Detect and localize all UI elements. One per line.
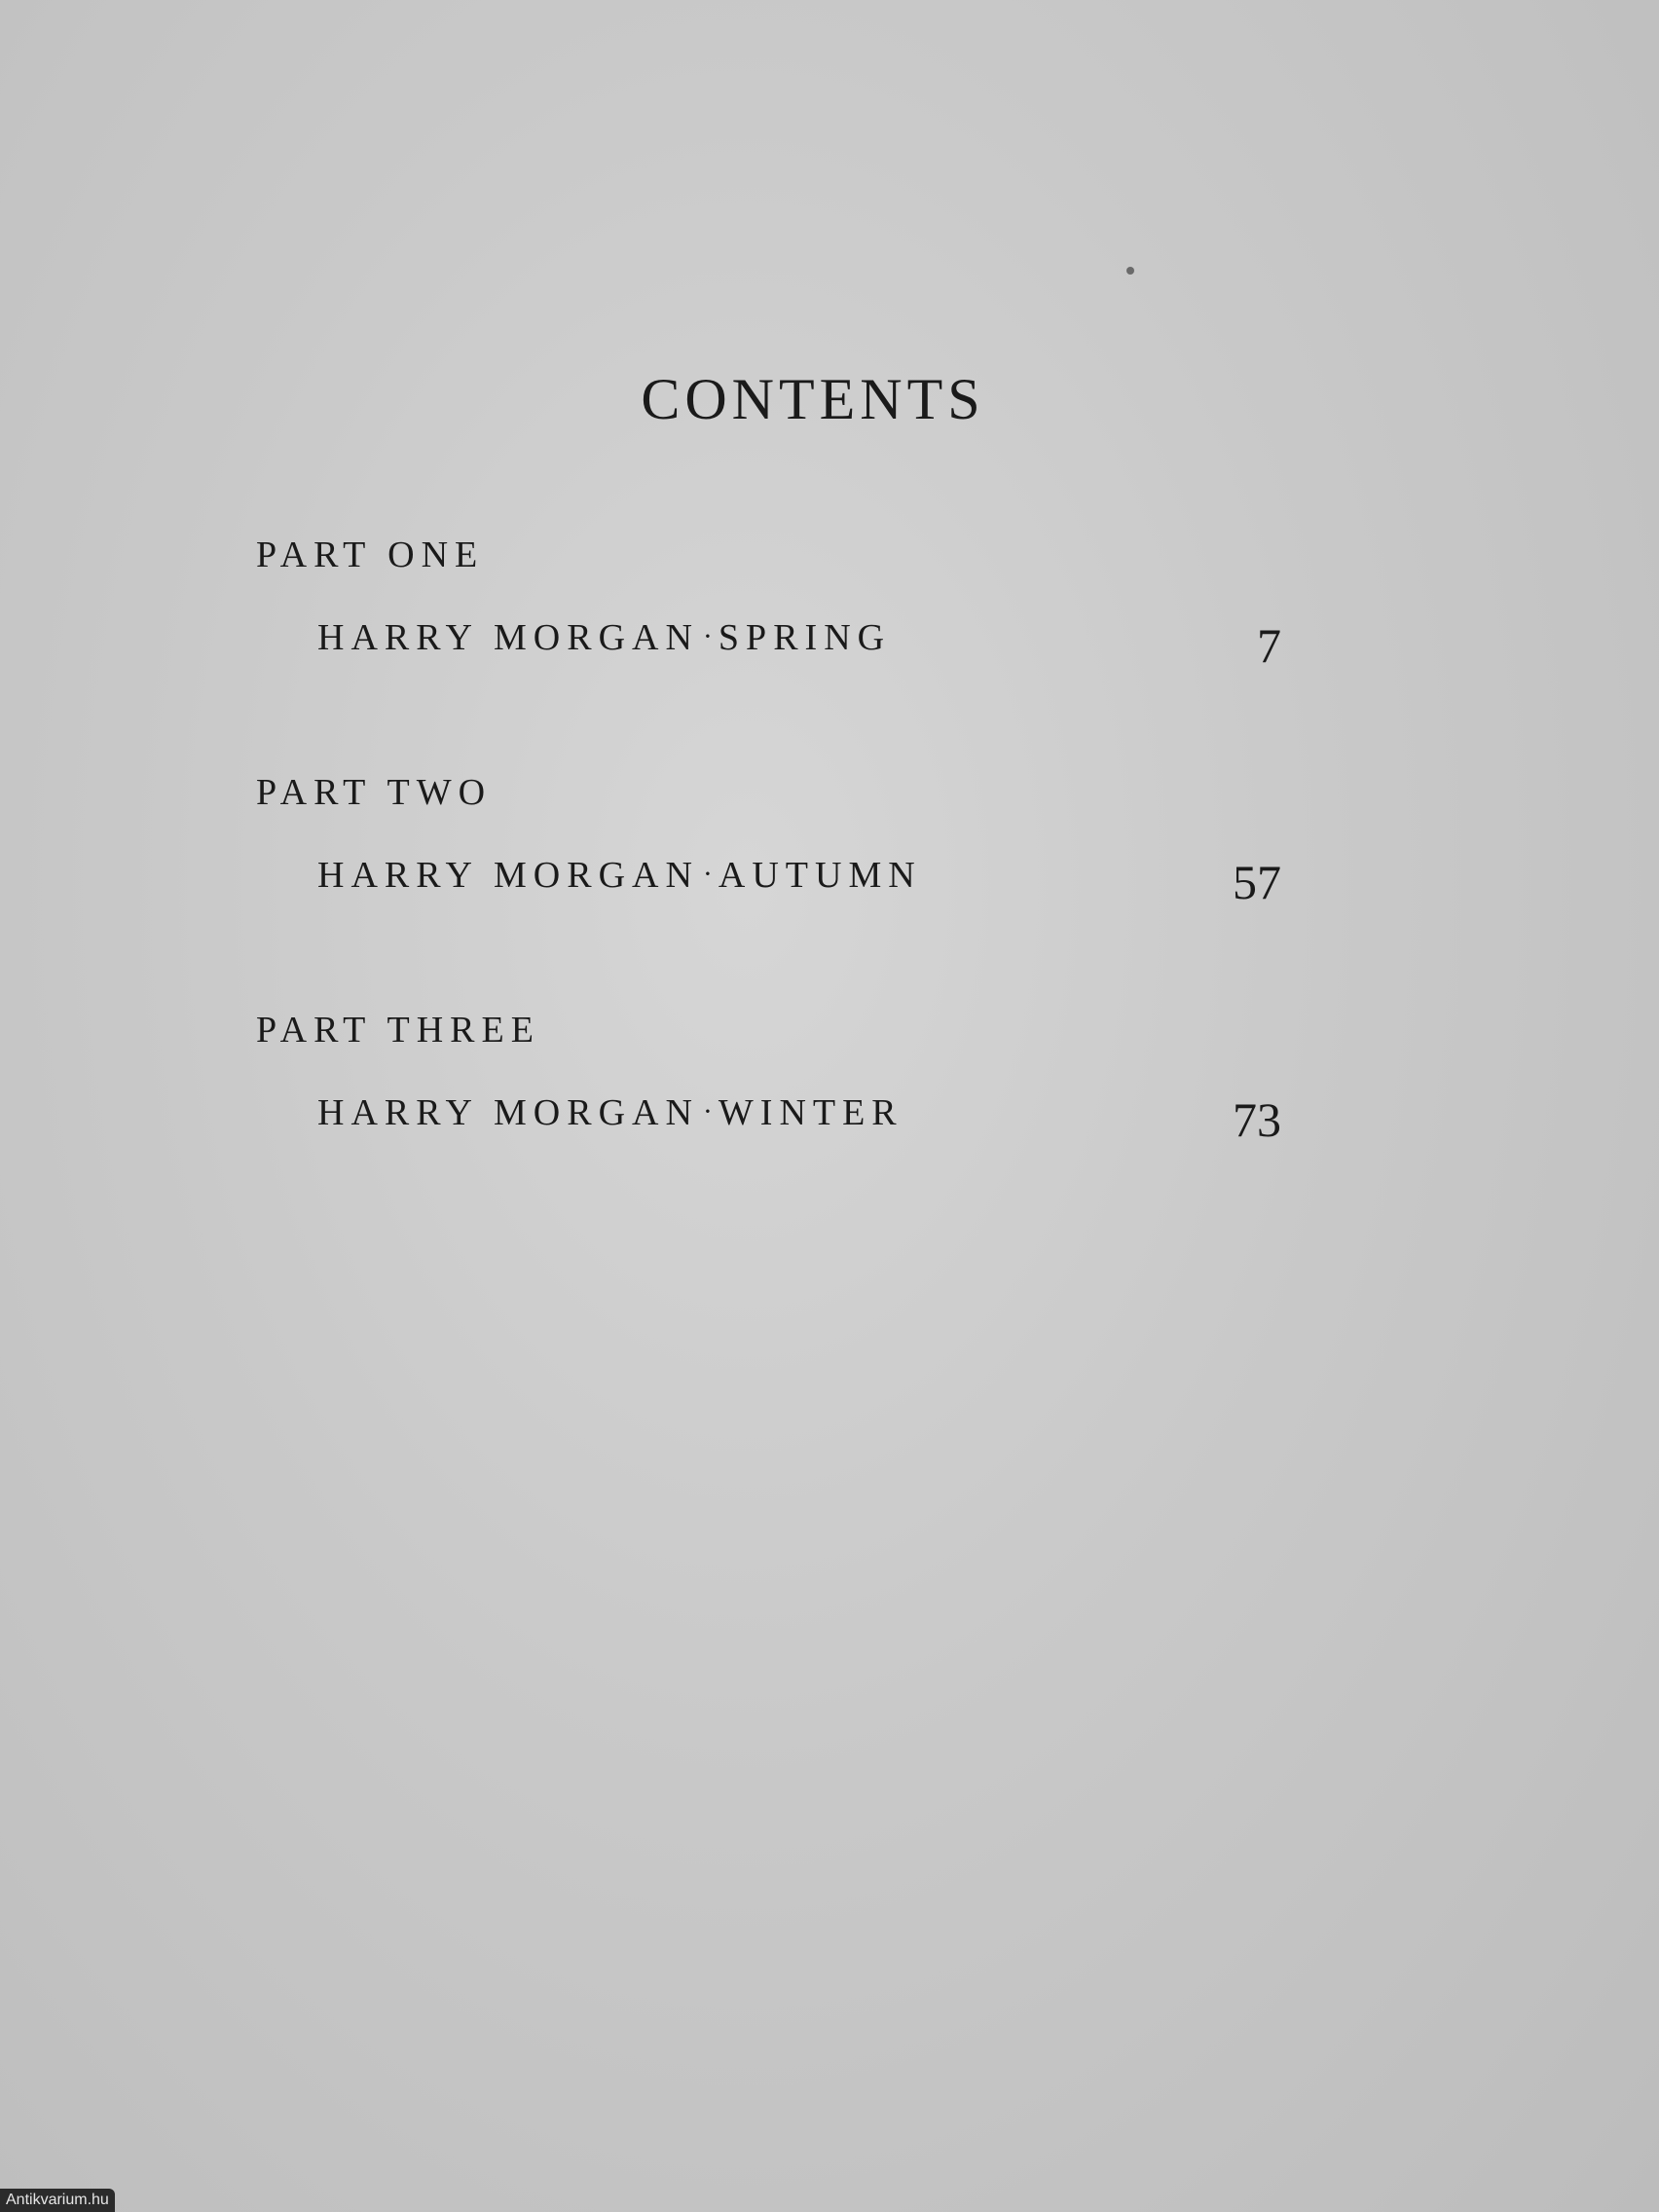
part-one-page-number: 7 bbox=[1257, 618, 1281, 673]
chapter-season: AUTUMN bbox=[718, 855, 922, 896]
contents-title: CONTENTS bbox=[641, 367, 985, 432]
part-three-page-number: 73 bbox=[1233, 1092, 1281, 1147]
separator-dot: · bbox=[702, 858, 713, 890]
watermark: Antikvarium.hu bbox=[0, 2189, 115, 2212]
chapter-name: HARRY MORGAN bbox=[317, 617, 699, 658]
paper-speck bbox=[1126, 267, 1134, 275]
part-one-heading: PART ONE bbox=[256, 535, 485, 575]
part-two-heading: PART TWO bbox=[256, 772, 493, 813]
chapter-season: WINTER bbox=[718, 1092, 903, 1133]
part-three-heading: PART THREE bbox=[256, 1010, 540, 1051]
separator-dot: · bbox=[702, 620, 713, 652]
part-three-chapter bbox=[317, 1091, 903, 1134]
part-one-chapter bbox=[317, 616, 891, 659]
chapter-season: SPRING bbox=[718, 617, 892, 658]
part-two-page-number: 57 bbox=[1233, 855, 1281, 909]
part-two-chapter bbox=[317, 854, 922, 897]
separator-dot: · bbox=[702, 1095, 713, 1127]
chapter-name: HARRY MORGAN bbox=[317, 855, 699, 896]
chapter-name: HARRY MORGAN bbox=[317, 1092, 699, 1133]
